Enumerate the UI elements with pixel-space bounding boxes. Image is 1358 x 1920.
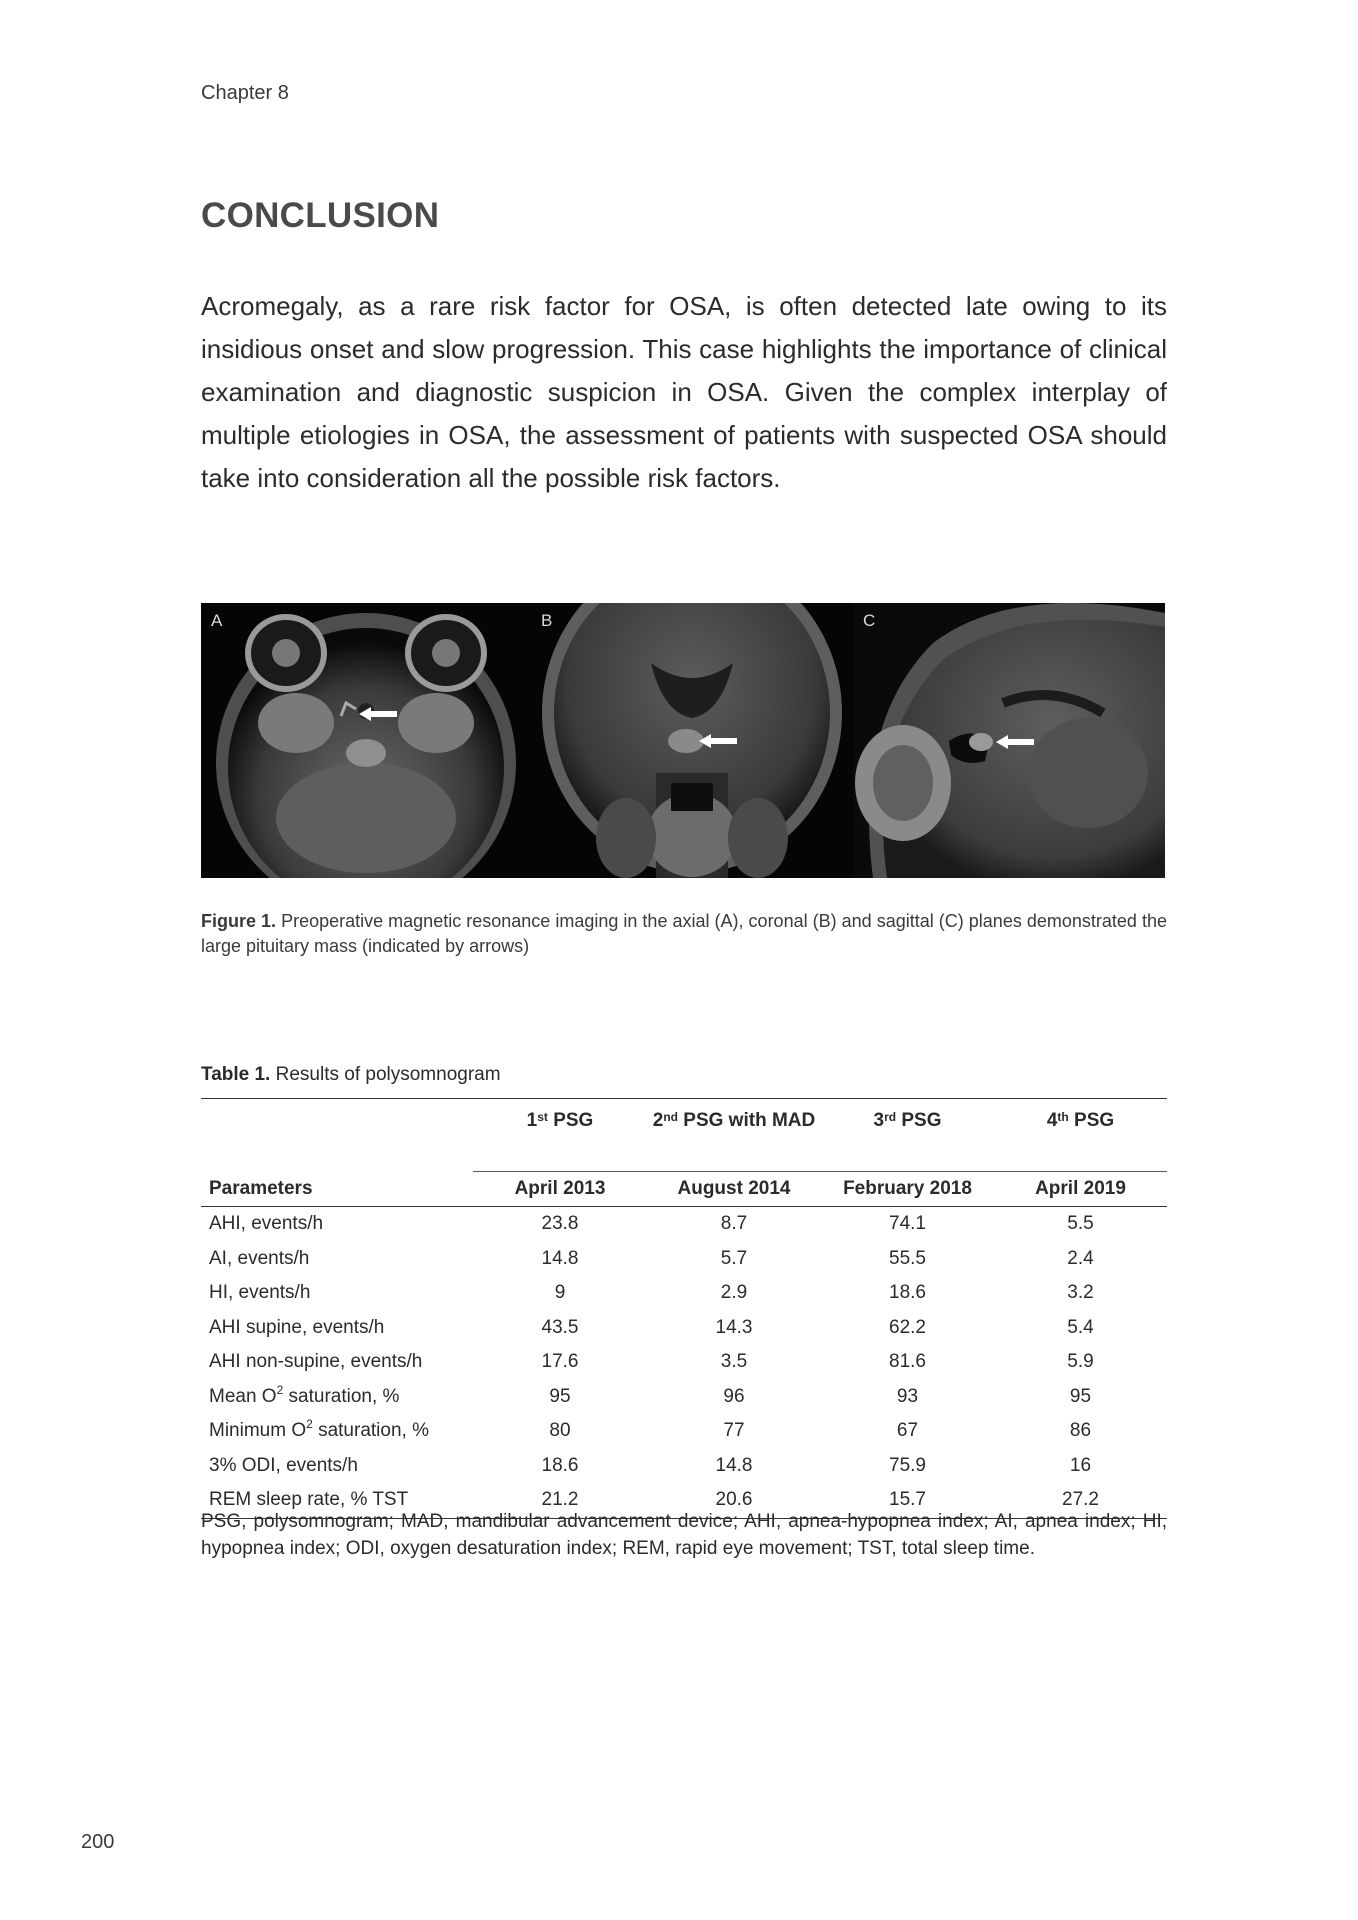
figure-caption-text: Preoperative magnetic resonance imaging in the axial (A), coronal (B) and sagittal (C) planes demonstrated the large pituitary mass (indicated by arrows) — [201, 911, 1167, 956]
parameter-cell: AHI non-supine, events/h — [209, 1351, 423, 1373]
value-cell: 74.1 — [889, 1213, 926, 1235]
column-date-3: February 2018 — [821, 1172, 994, 1207]
value-cell: 18.6 — [889, 1282, 926, 1304]
value-cell: 21.2 — [473, 1483, 647, 1518]
value-cell: 14.8 — [715, 1454, 753, 1476]
mri-panel-axial — [201, 603, 531, 878]
table-row-8 — [201, 1449, 1167, 1484]
mri-coronal-image — [531, 603, 853, 878]
value-cell: 77 — [723, 1420, 745, 1442]
table-row-6 — [201, 1380, 1167, 1415]
table-row-1 — [201, 1207, 1167, 1242]
value-cell: 3.2 — [1067, 1282, 1094, 1304]
figure-caption-lead: Figure 1. — [201, 911, 277, 931]
column-date-2: August 2014 — [647, 1172, 821, 1207]
value-cell: 5.5 — [1067, 1213, 1094, 1235]
parameter-cell: REM sleep rate, % TST — [201, 1483, 473, 1518]
value-cell: 2.9 — [720, 1282, 748, 1304]
table-header-blank — [201, 1099, 473, 1172]
value-cell: 14.8 — [541, 1247, 579, 1269]
value-cell: 15.7 — [821, 1483, 994, 1518]
column-header-1: 1st PSG — [473, 1099, 647, 1172]
table-row-4 — [201, 1311, 1167, 1346]
figure-caption — [201, 909, 1167, 959]
value-cell: 17.6 — [541, 1351, 579, 1373]
polysomnogram-table — [201, 1098, 1167, 1519]
mri-panel-sagittal — [853, 603, 1165, 878]
mri-axial-image — [201, 603, 531, 878]
value-cell: 62.2 — [889, 1316, 926, 1338]
value-cell: 2.4 — [1067, 1247, 1094, 1269]
value-cell: 86 — [1069, 1420, 1092, 1442]
table-caption-text: Results of polysomnogram — [275, 1064, 501, 1085]
value-cell: 95 — [549, 1385, 571, 1407]
value-cell: 8.7 — [720, 1213, 748, 1235]
value-cell: 9 — [554, 1282, 566, 1304]
column-date-1: April 2013 — [473, 1172, 647, 1207]
table-row-7 — [201, 1414, 1167, 1449]
table-row-2 — [201, 1242, 1167, 1277]
parameter-cell: Minimum $O^2$ saturation, % — [209, 1417, 429, 1442]
parameter-cell: AHI supine, events/h — [209, 1316, 385, 1338]
value-cell: 5.7 — [720, 1247, 748, 1269]
page-number: 200 — [81, 1831, 115, 1853]
value-cell: 95 — [1069, 1385, 1092, 1407]
parameter-cell: Mean $O^2$ saturation, % — [209, 1382, 400, 1407]
value-cell: 75.9 — [889, 1454, 926, 1476]
parameter-cell: 3% ODI, events/h — [209, 1454, 358, 1476]
value-cell: 96 — [723, 1385, 745, 1407]
value-cell: 18.6 — [541, 1454, 579, 1476]
table-caption-lead: Table 1. — [201, 1064, 271, 1085]
value-cell: 80 — [549, 1420, 571, 1442]
panel-letter-a: A — [211, 611, 223, 630]
column-header-2: 2nd PSG with MAD — [647, 1099, 821, 1172]
mri-sagittal-image — [853, 603, 1165, 878]
parameter-cell: HI, events/h — [209, 1282, 311, 1304]
value-cell: 5.4 — [1067, 1316, 1094, 1338]
value-cell: 93 — [896, 1385, 919, 1407]
value-cell: 16 — [1069, 1454, 1092, 1476]
parameters-header: Parameters — [201, 1172, 473, 1207]
mri-figure — [201, 603, 1165, 878]
parameter-cell: AI, events/h — [209, 1247, 310, 1269]
value-cell: 81.6 — [889, 1351, 926, 1373]
mri-panel-coronal — [531, 603, 853, 878]
value-cell: 5.9 — [1067, 1351, 1094, 1373]
panel-letter-b: B — [541, 611, 553, 630]
value-cell: 23.8 — [541, 1213, 579, 1235]
value-cell: 67 — [896, 1420, 919, 1442]
value-cell: 14.3 — [715, 1316, 753, 1338]
value-cell: 20.6 — [647, 1483, 821, 1518]
column-date-4: April 2019 — [994, 1172, 1167, 1207]
value-cell: 3.5 — [720, 1351, 748, 1373]
parameter-cell: AHI, events/h — [209, 1213, 324, 1235]
running-head: Chapter 8 — [201, 82, 289, 104]
panel-letter-c: C — [863, 611, 876, 630]
section-title: CONCLUSION — [201, 196, 440, 235]
column-header-3: 3rd PSG — [821, 1099, 994, 1172]
table-footnote: PSG, polysomnogram; MAD, mandibular advancement device; AHI, apnea-hypopnea index; AI, apnea index; HI, hypopnea index; ODI, oxygen desaturation index; REM, rapid eye movement; TST, total sleep time. — [201, 1511, 1167, 1559]
column-header-4: 4th PSG — [994, 1099, 1167, 1172]
table-row-3 — [201, 1276, 1167, 1311]
table-caption — [201, 1064, 501, 1086]
body-paragraph: Acromegaly, as a rare risk factor for OSA, is often detected late owing to its insidious onset and slow progression. This case highlights the importance of clinical examination and diagnostic suspicion in OSA. Given the complex interplay of multiple etiologies in OSA, the assessment of patients with suspected OSA should take into consideration all the possible risk factors. — [201, 291, 1167, 493]
value-cell: 43.5 — [541, 1316, 579, 1338]
table-row-5 — [201, 1345, 1167, 1380]
value-cell: 55.5 — [889, 1247, 926, 1269]
value-cell: 27.2 — [994, 1483, 1167, 1518]
